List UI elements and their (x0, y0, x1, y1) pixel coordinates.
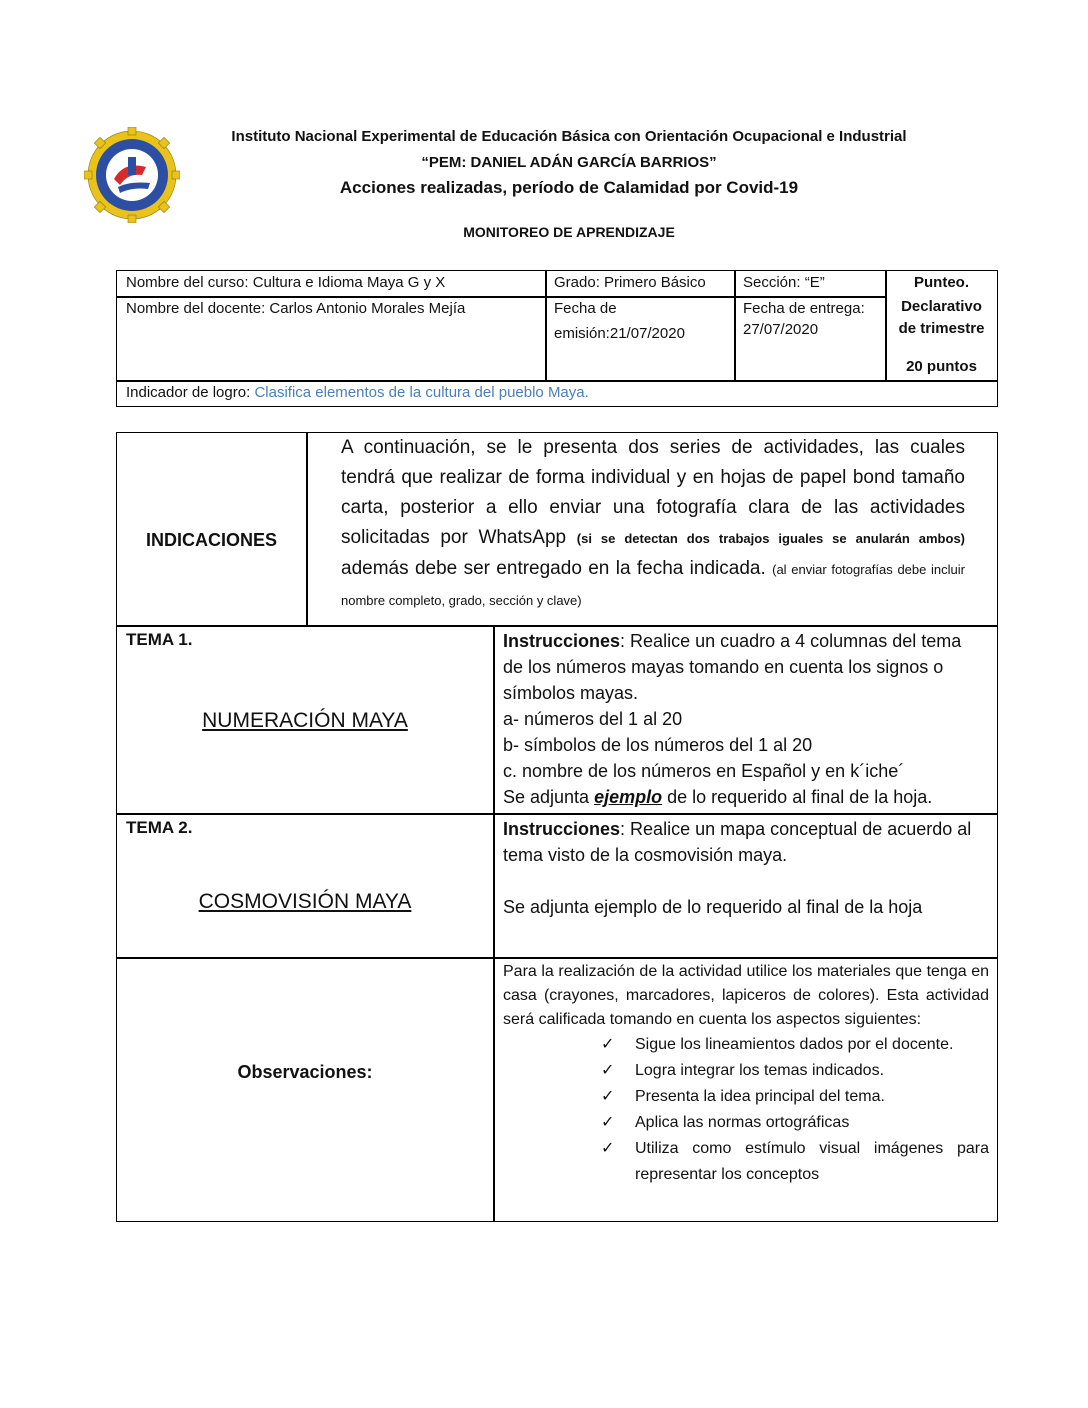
teacher-name: Nombre del docente: Carlos Antonio Morales Mejía (126, 300, 466, 317)
criteria-item: ✓ Logra integrar los temas indicados. (601, 1058, 989, 1084)
topic-2-instructions (503, 816, 983, 920)
indicator-label: Indicador de logro (126, 384, 247, 401)
grade: Grado: Primero Básico (554, 274, 706, 291)
instructions-main: A continuación, se le presenta dos series de actividades, las cuales tendrá que realizar de forma individual y en hojas de papel bond tamaño carta, posterior a ello enviar una fotografía clara de las actividades solicitadas por WhatsApp (341, 437, 965, 548)
issue-date: emisión:21/07/2020 (554, 325, 685, 342)
topic-1-instr-text: : Realice un cuadro a 4 columnas del tema de los números mayas tomando en cuenta los signos o símbolos mayas. (503, 631, 962, 703)
score-points: 20 puntos (906, 358, 977, 375)
criteria-item: ✓ Presenta la idea principal del tema. (601, 1084, 989, 1110)
topic-1-instr-label: Instrucciones (503, 631, 621, 651)
check-icon: ✓ (601, 1036, 615, 1053)
institution-name: Instituto Nacional Experimental de Educación Básica con Orientación Ocupacional e Industrial (231, 128, 907, 145)
document-subtitle: Acciones realizadas, período de Calamidad por Covid-19 (339, 178, 799, 197)
topic-1-item-a: a- números del 1 al 20 (503, 709, 683, 729)
achievement-indicator (126, 381, 589, 405)
issue-date-label: Fecha de (554, 300, 617, 317)
topic-1-label: TEMA 1. (126, 630, 193, 649)
topic-2-label: TEMA 2. (126, 818, 193, 837)
score-label: Punteo. (914, 274, 969, 291)
check-icon: ✓ (601, 1062, 615, 1079)
topic-1-note-end: de lo requerido al final de la hoja. (662, 787, 933, 807)
section: Sección: “E” (743, 274, 825, 291)
due-date: 27/07/2020 (743, 321, 819, 338)
indicator-text: Clasifica elementos de la cultura del pueblo Maya. (254, 384, 589, 401)
topic-2-title: COSMOVISIÓN MAYA (198, 890, 412, 913)
document-title: MONITOREO DE APRENDIZAJE (463, 224, 675, 240)
criteria-item: ✓ Utiliza como estímulo visual imágenes para representar los conceptos (601, 1136, 989, 1188)
indicator-separator: : (246, 384, 255, 401)
observations-label: Observaciones: (237, 1062, 373, 1082)
criteria-item: ✓ Aplica las normas ortográficas (601, 1110, 989, 1136)
instructions-label: INDICACIONES (145, 530, 277, 550)
score-type: Declarativo (901, 298, 982, 315)
activities-table (116, 432, 998, 1222)
instructions-text (341, 433, 965, 616)
topic-1-note-emphasis: ejemplo (594, 787, 663, 807)
topic-1-item-c: c. nombre de los números en Español y en k´iche´ (503, 761, 905, 781)
observations-content (503, 960, 989, 1188)
topic-2-note: Se adjunta ejemplo de lo requerido al final de la hoja (503, 897, 923, 917)
observations-intro: Para la realización de la actividad utilice los materiales que tenga en casa (crayones, marcadores, lapiceros de colores). Esta actividad será calificada tomando en cuenta los aspectos siguientes: (503, 963, 989, 1028)
topic-1-instructions (503, 628, 973, 810)
course-info-table (116, 270, 998, 407)
due-date-label: Fecha de entrega: (743, 300, 865, 317)
topic-2-instr-label: Instrucciones (503, 819, 621, 839)
criteria-item: ✓ Sigue los lineamientos dados por el docente. (601, 1032, 989, 1058)
school-name: “PEM: DANIEL ADÁN GARCÍA BARRIOS” (421, 154, 717, 171)
instructions-warning: (si se detectan dos trabajos iguales se anularán ambos) (576, 531, 966, 546)
check-icon: ✓ (601, 1140, 615, 1157)
topic-1-note-start: Se adjunta (503, 787, 595, 807)
evaluation-criteria-list (601, 1032, 989, 1188)
course-name: Nombre del curso: Cultura e Idioma Maya G y X (126, 274, 446, 291)
check-icon: ✓ (601, 1114, 615, 1131)
score-period: de trimestre (898, 320, 985, 337)
topic-1-item-b: b- símbolos de los números del 1 al 20 (503, 735, 813, 755)
topic-2-instr-text: : Realice un mapa conceptual de acuerdo al tema visto de la cosmovisión maya. (503, 819, 972, 865)
topic-1-title: NUMERACIÓN MAYA (202, 709, 408, 732)
instructions-photo-note: (al enviar fotografías debe incluir nombre completo, grado, sección y clave) (341, 562, 965, 608)
check-icon: ✓ (601, 1088, 615, 1105)
instructions-deadline: además debe ser entregado en la fecha indicada. (341, 558, 766, 579)
